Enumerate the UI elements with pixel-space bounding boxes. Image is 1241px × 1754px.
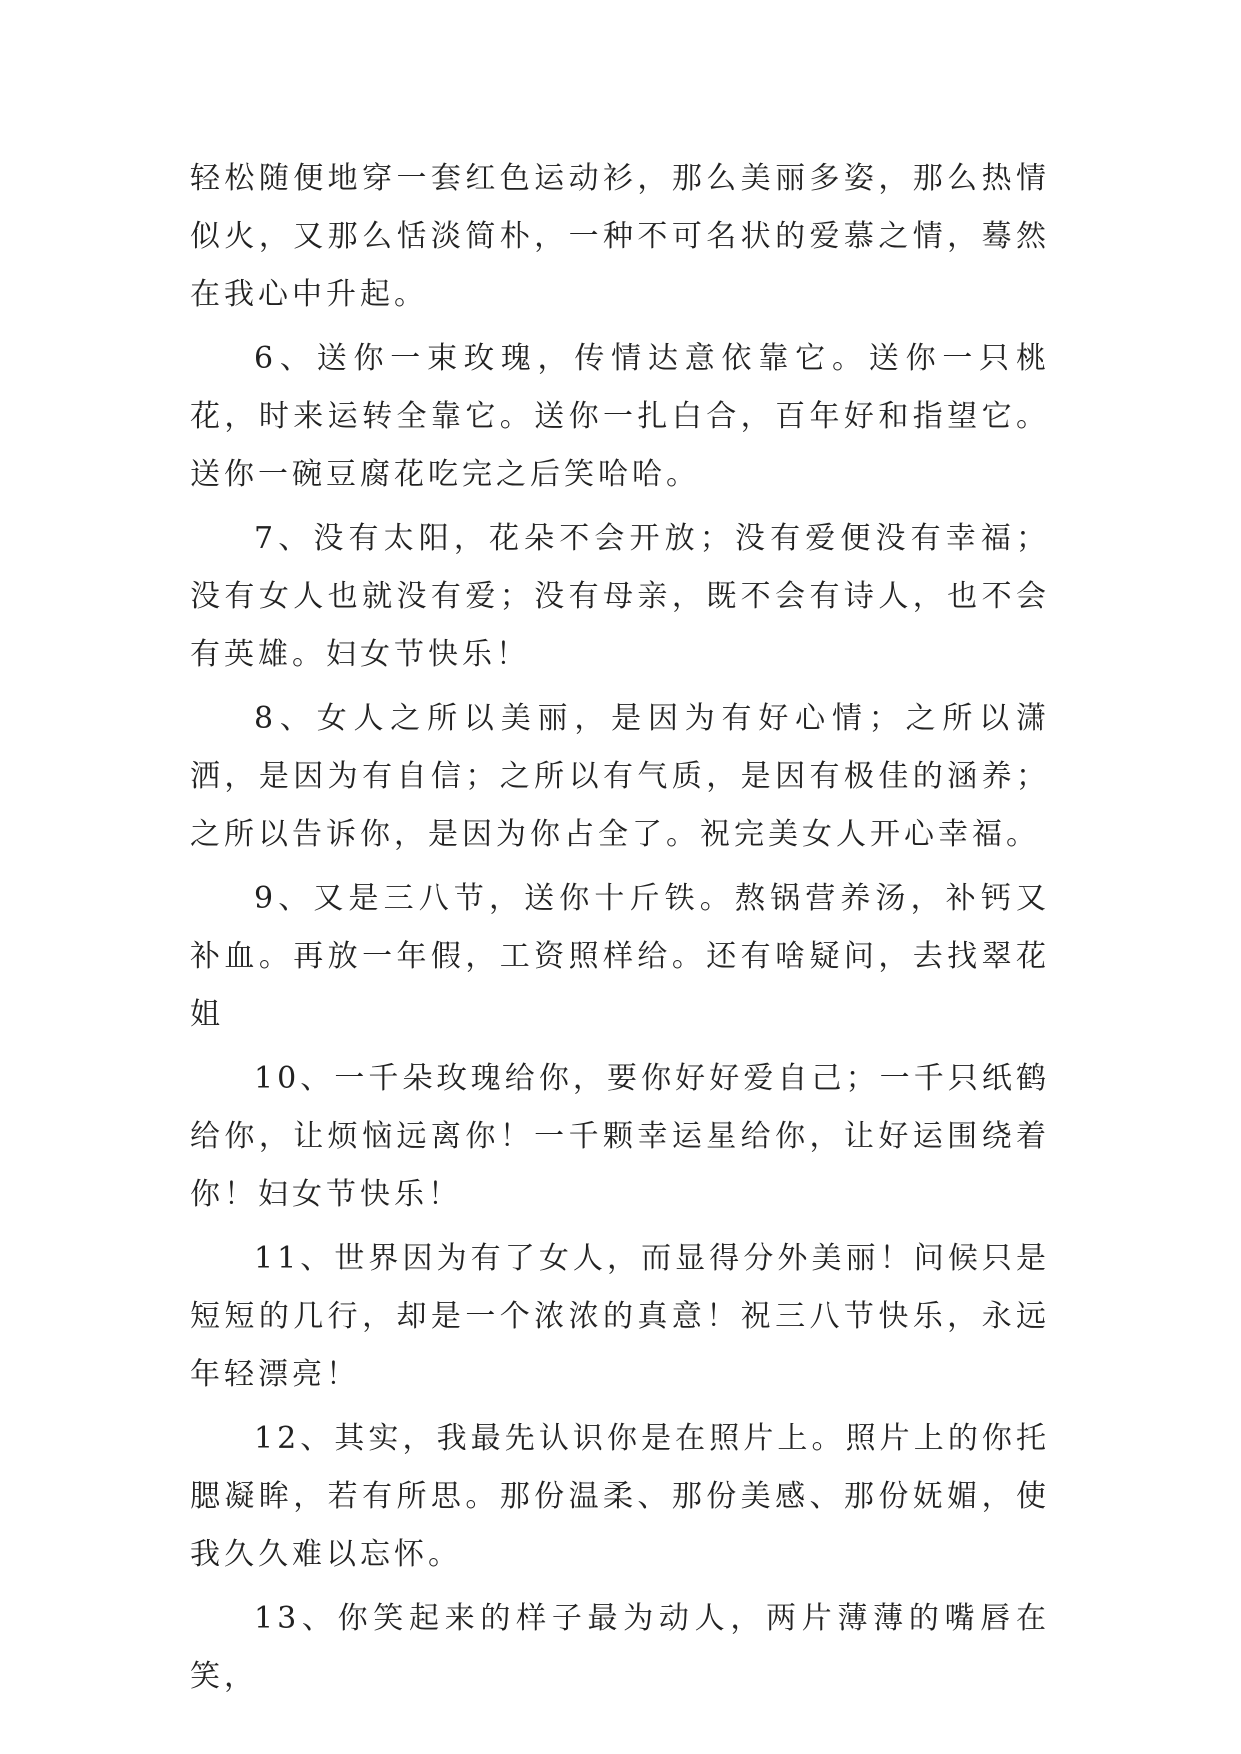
paragraph-8: 8、女人之所以美丽，是因为有好心情；之所以潇洒，是因为有自信；之所以有气质，是因有极佳的涵养；之所以告诉你，是因为你占全了。祝完美女人开心幸福。: [190, 701, 1050, 852]
paragraph-continuation: 轻松随便地穿一套红色运动衫，那么美丽多姿，那么热情似火，又那么恬淡简朴，一种不可名状的爱慕之情，蓦然在我心中升起。: [190, 161, 1050, 312]
paragraph-6: 6、送你一束玫瑰，传情达意依靠它。送你一只桃花，时来运转全靠它。送你一扎白合，百年好和指望它。送你一碗豆腐花吃完之后笑哈哈。: [190, 341, 1050, 492]
paragraph-10: 10、一千朵玫瑰给你，要你好好爱自己；一千只纸鹤给你，让烦恼远离你！一千颗幸运星给你，让好运围绕着你！妇女节快乐！: [190, 1061, 1050, 1212]
document-body: [190, 150, 1050, 1712]
paragraph-11: 11、世界因为有了女人，而显得分外美丽！问候只是短短的几行，却是一个浓浓的真意！祝三八节快乐，永远年轻漂亮！: [190, 1241, 1050, 1392]
paragraph-9: 9、又是三八节，送你十斤铁。熬锅营养汤，补钙又补血。再放一年假，工资照样给。还有啥疑问，去找翠花姐: [190, 881, 1050, 1032]
paragraph-13: 13、你笑起来的样子最为动人，两片薄薄的嘴唇在笑，: [190, 1601, 1050, 1694]
paragraph-7: 7、没有太阳，花朵不会开放；没有爱便没有幸福；没有女人也就没有爱；没有母亲，既不会有诗人，也不会有英雄。妇女节快乐！: [190, 521, 1050, 672]
paragraph-12: 12、其实，我最先认识你是在照片上。照片上的你托腮凝眸，若有所思。那份温柔、那份美感、那份妩媚，使我久久难以忘怀。: [190, 1421, 1050, 1572]
